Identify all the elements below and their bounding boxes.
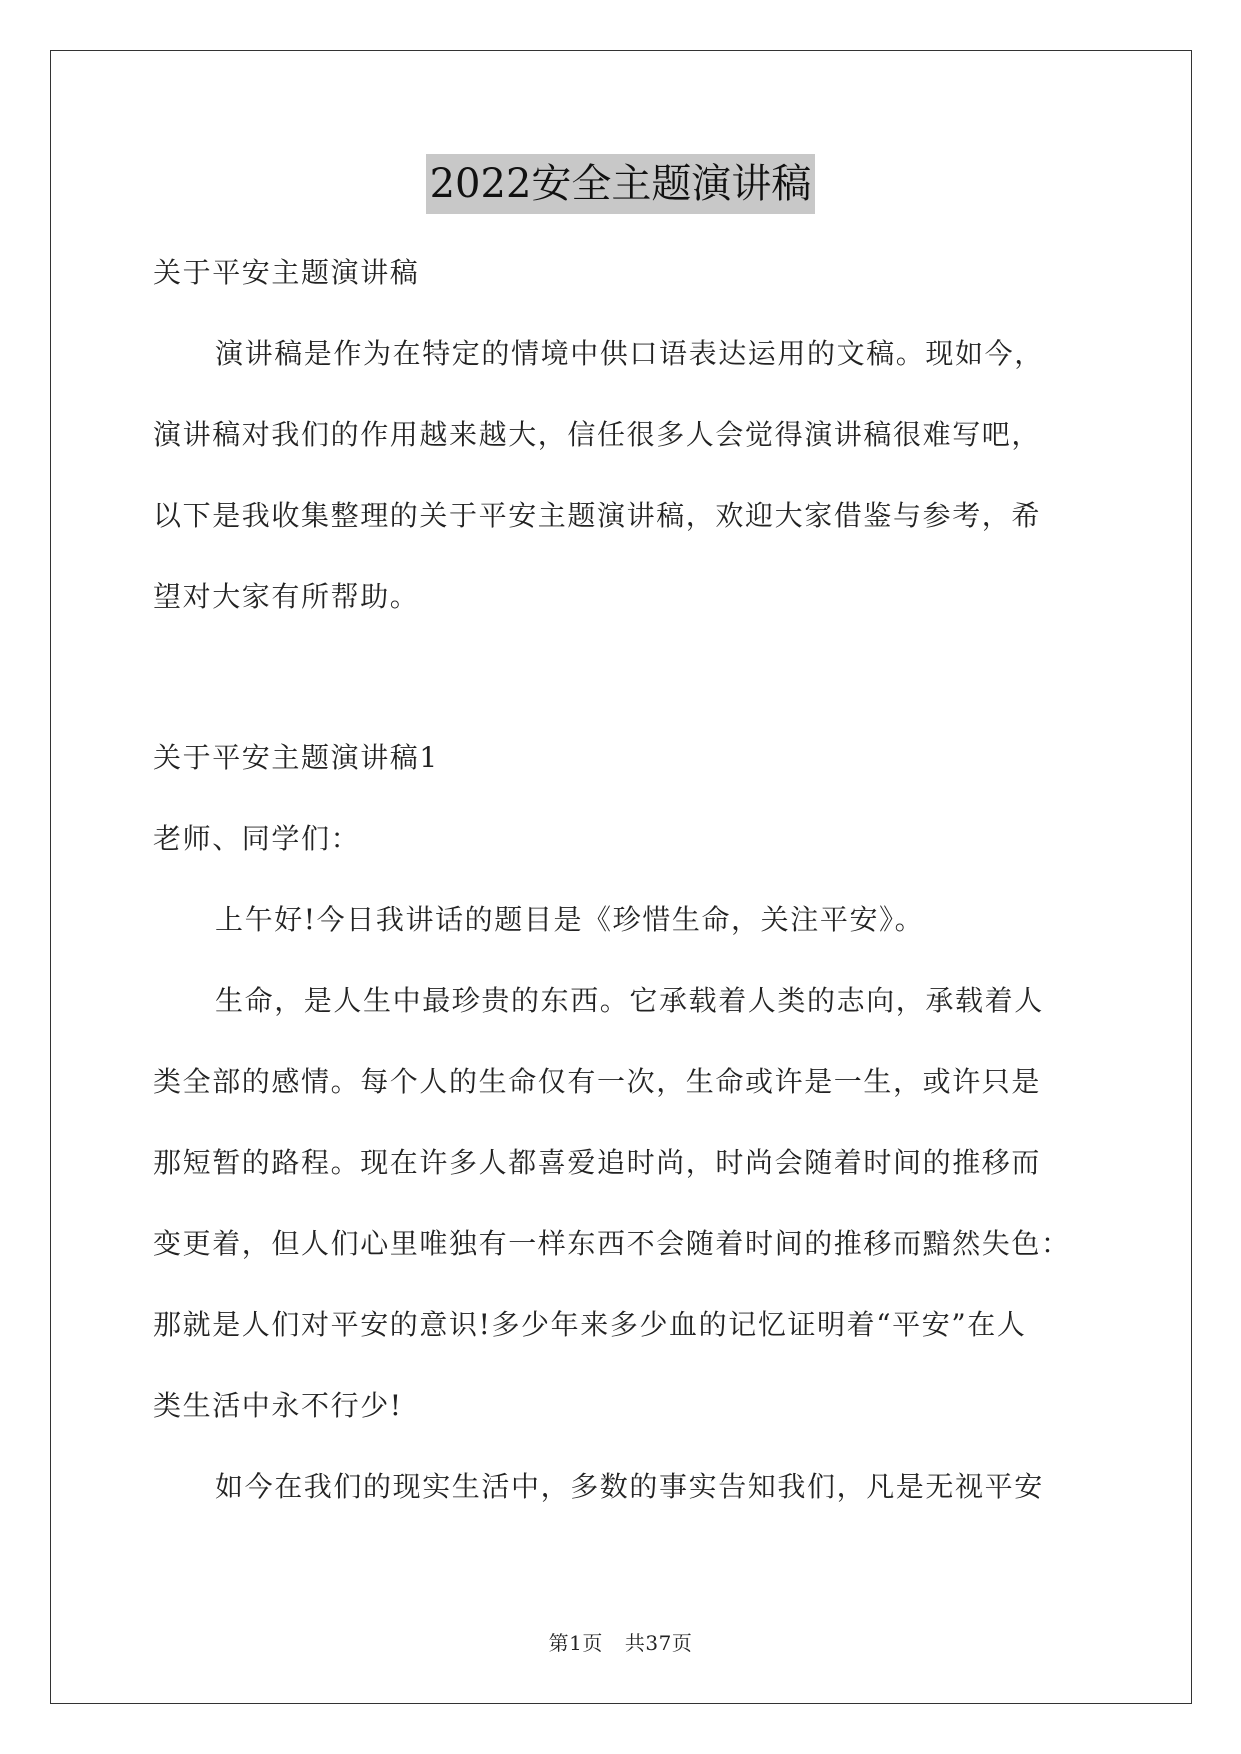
intro-line-1: 演讲稿是作为在特定的情境中供口语表达运用的文稿。现如今， xyxy=(215,337,1044,370)
section-heading: 关于平安主题演讲稿1 xyxy=(153,741,439,774)
para1-line-6: 类生活中永不行少! xyxy=(153,1389,403,1422)
page-footer xyxy=(0,1627,1241,1656)
document-title-text: 2022安全主题演讲稿 xyxy=(426,154,816,214)
page-total: 共37页 xyxy=(624,1631,693,1655)
para1-line-1: 生命，是人生中最珍贵的东西。它承载着人类的志向，承载着人 xyxy=(215,984,1044,1017)
intro-line-2: 演讲稿对我们的作用越来越大，信任很多人会觉得演讲稿很难写吧， xyxy=(153,418,1042,451)
intro-line-4: 望对大家有所帮助。 xyxy=(153,580,420,613)
intro-line-3: 以下是我收集整理的关于平安主题演讲稿，欢迎大家借鉴与参考，希 xyxy=(153,499,1042,532)
para1-line-4: 变更着，但人们心里唯独有一样东西不会随着时间的推移而黯然失色： xyxy=(153,1227,1071,1260)
document-body xyxy=(153,232,1093,1527)
para1-line-5: 那就是人们对平安的意识!多少年来多少血的记忆证明着“平安”在人 xyxy=(153,1308,1027,1341)
para1-line-3: 那短暂的路程。现在许多人都喜爱追时尚，时尚会随着时间的推移而 xyxy=(153,1146,1042,1179)
para2-line-1: 如今在我们的现实生活中，多数的事实告知我们，凡是无视平安 xyxy=(215,1470,1044,1503)
page-number: 第1页 xyxy=(548,1631,603,1655)
document-title xyxy=(0,154,1241,214)
para1-line-2: 类全部的感情。每个人的生命仅有一次，生命或许是一生，或许只是 xyxy=(153,1065,1042,1098)
greeting-line: 上午好!今日我讲话的题目是《珍惜生命，关注平安》。 xyxy=(215,903,925,936)
salutation: 老师、同学们： xyxy=(153,822,361,855)
subtitle: 关于平安主题演讲稿 xyxy=(153,256,420,289)
